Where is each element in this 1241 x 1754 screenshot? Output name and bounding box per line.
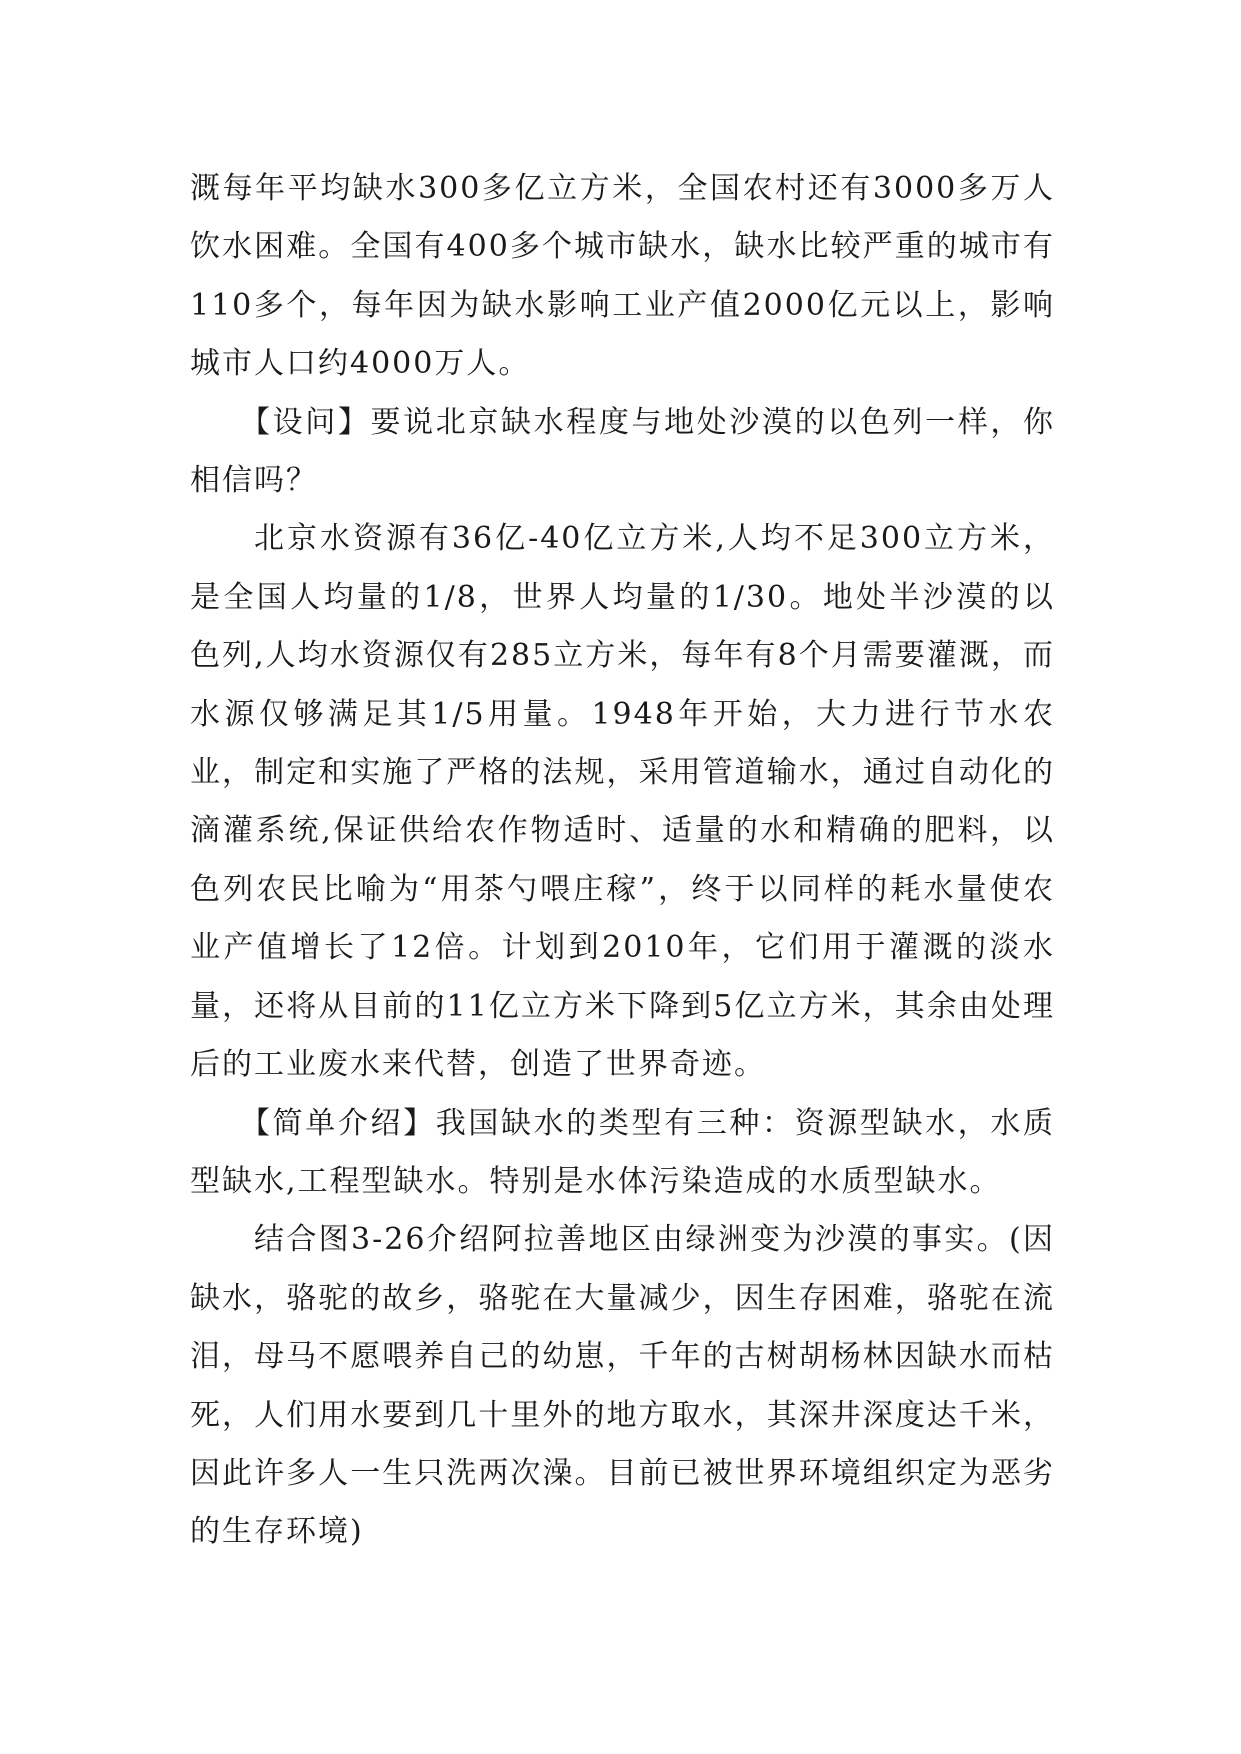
paragraph-shortage-types: 【简单介绍】我国缺水的类型有三种：资源型缺水，水质型缺水,工程型缺水。特别是水体污染造成的水质型缺水。 bbox=[190, 1105, 1055, 1199]
paragraph-question-beijing-israel: 【设问】要说北京缺水程度与地处沙漠的以色列一样，你相信吗？ bbox=[190, 404, 1055, 499]
paragraph-beijing-israel-comparison: 北京水资源有36亿-40亿立方米,人均不足300立方米，是全国人均量的1/8，世界人均量的1/30。地处半沙漠的以色列,人均水资源仅有285立方米，每年有8个月需要灌溉，而水源仅够满足其1/5用量。1948年开始，大力进行节水农业，制定和实施了严格的法规，采用管道输水，通过自动化的滴灌系统,保证供给农作物适时、适量的水和精确的肥料，以色列农民比喻为“用茶勺喂庄稼”，终于以同样的耗水量使农业产值增长了12倍。计划到2010年，它们用于灌溉的淡水量，还将从目前的11亿立方米下降到5亿立方米，其余由处理后的工业废水来代替，创造了世界奇迹。 bbox=[190, 521, 1055, 1083]
document-body bbox=[190, 160, 1055, 1562]
paragraph-alashan-desertification: 结合图3-26介绍阿拉善地区由绿洲变为沙漠的事实。(因缺水，骆驼的故乡，骆驼在大量减少，因生存困难，骆驼在流泪，母马不愿喂养自己的幼崽，千年的古树胡杨林因缺水而枯死，人们用水要到几十里外的地方取水，其深井深度达千米，因此许多人一生只洗两次澡。目前已被世界环境组织定为恶劣的生存环境) bbox=[190, 1222, 1055, 1550]
paragraph-water-shortage-stats: 溉每年平均缺水300多亿立方米，全国农村还有3000多万人饮水困难。全国有400多个城市缺水，缺水比较严重的城市有110多个，每年因为缺水影响工业产值2000亿元以上，影响城市人口约4000万人。 bbox=[190, 171, 1055, 382]
